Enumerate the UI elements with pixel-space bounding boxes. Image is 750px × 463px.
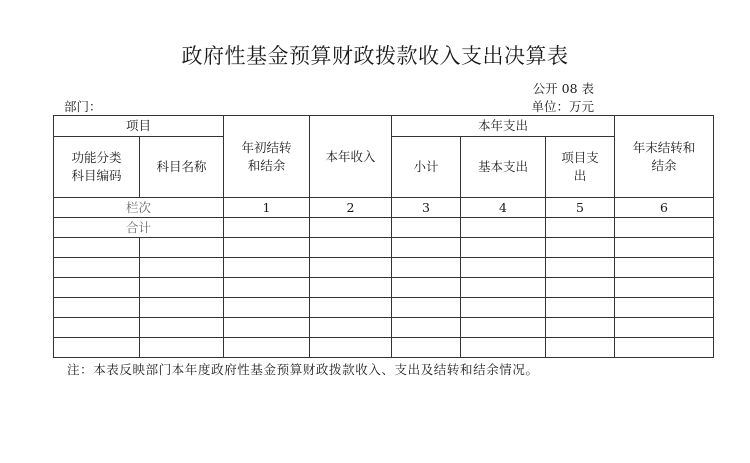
row-column-no-label: 栏次 <box>54 198 224 218</box>
header-closing-balance: 年末结转和 结余 <box>615 116 714 198</box>
header-current-expense: 本年支出 <box>392 116 615 137</box>
table-cell <box>310 218 392 238</box>
col-number: 3 <box>392 198 461 218</box>
unit-label: 单位：万元 <box>531 99 594 114</box>
table-row <box>54 258 714 278</box>
header-project: 项目 <box>54 116 224 137</box>
form-number: 公开 08 表 <box>532 81 594 96</box>
header-subtotal: 小计 <box>392 137 461 198</box>
table-cell <box>615 218 714 238</box>
table-row <box>54 238 714 258</box>
col-number: 5 <box>546 198 615 218</box>
header-basic-expense: 基本支出 <box>461 137 546 198</box>
table-row <box>54 278 714 298</box>
header-opening-balance: 年初结转 和结余 <box>224 116 310 198</box>
page-title: 政府性基金预算财政拨款收入支出决算表 <box>181 44 569 68</box>
table-row <box>54 318 714 338</box>
header-func-code: 功能分类 科目编码 <box>54 137 140 198</box>
col-number: 6 <box>615 198 714 218</box>
header-current-income: 本年收入 <box>310 116 392 198</box>
department-label: 部门： <box>64 99 102 114</box>
header-subject-name: 科目名称 <box>140 137 224 198</box>
col-number: 1 <box>224 198 310 218</box>
header-project-expense: 项目支 出 <box>546 137 615 198</box>
table-cell <box>392 218 461 238</box>
footnote: 注：本表反映部门本年度政府性基金预算财政拨款收入、支出及结转和结余情况。 <box>67 362 539 377</box>
table-cell <box>461 218 546 238</box>
table-row <box>54 298 714 318</box>
table-cell <box>546 218 615 238</box>
col-number: 4 <box>461 198 546 218</box>
table-cell <box>224 218 310 238</box>
budget-table <box>53 115 714 358</box>
row-total-label: 合计 <box>54 218 224 238</box>
table-row <box>54 338 714 358</box>
col-number: 2 <box>310 198 392 218</box>
